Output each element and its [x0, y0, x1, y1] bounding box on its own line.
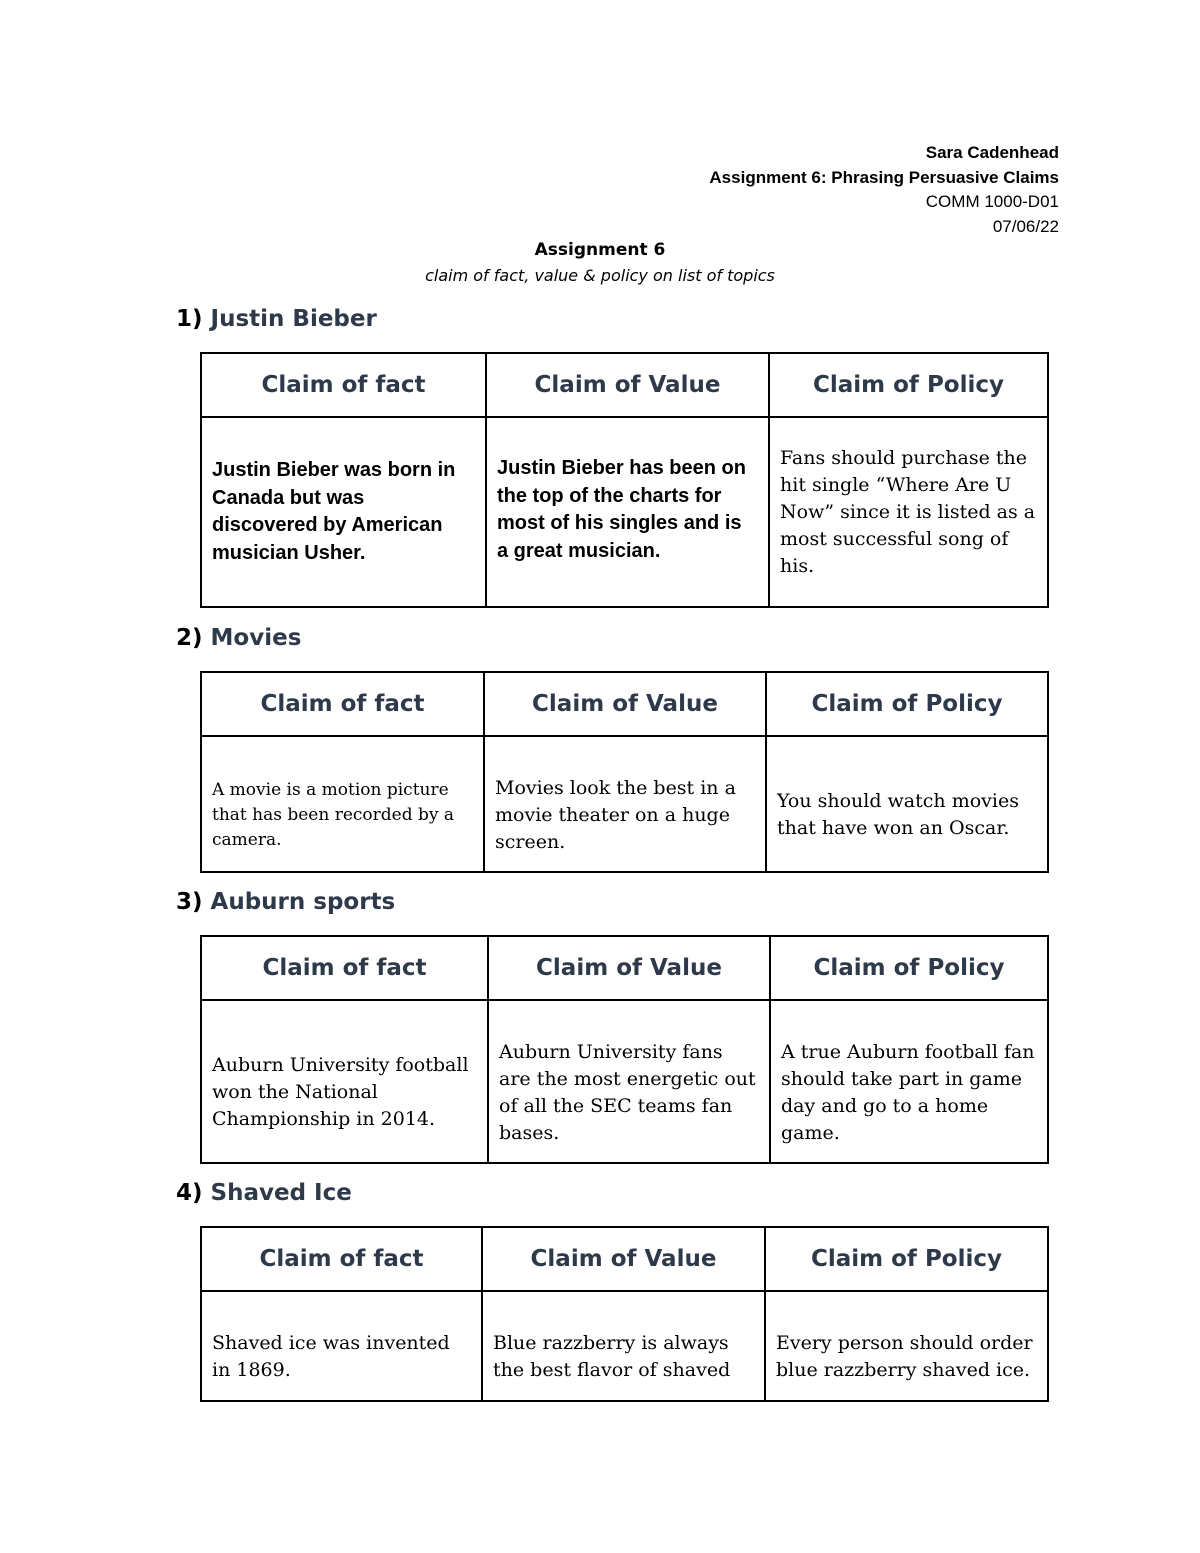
claims-table-2: [200, 671, 1049, 873]
header-claim-of-value: Claim of Value: [484, 672, 766, 736]
claims-table-1: [200, 352, 1049, 608]
section-heading-1: [176, 306, 377, 332]
header-claim-of-fact: Claim of fact: [201, 1227, 482, 1291]
policy-cell: Fans should purchase the hit single “Where Are U Now” since it is listed as a most successful song of his.: [769, 417, 1048, 607]
section-number: 1): [176, 306, 203, 332]
policy-cell: You should watch movies that have won an Oscar.: [766, 736, 1048, 872]
value-cell: Blue razzberry is always the best flavor of shaved: [482, 1291, 765, 1401]
page-subtitle: claim of fact, value & policy on list of topics: [425, 266, 775, 285]
section-topic: Auburn sports: [210, 889, 396, 915]
header-claim-of-policy: Claim of Policy: [770, 936, 1048, 1000]
date: 07/06/22: [992, 216, 1059, 236]
fact-cell: Justin Bieber was born in Canada but was discovered by American musician Usher.: [201, 417, 486, 607]
section-heading-2: [176, 625, 301, 651]
section-number: 3): [176, 889, 203, 915]
value-cell: Auburn University fans are the most energetic out of all the SEC teams fan bases.: [488, 1000, 770, 1163]
header-claim-of-value: Claim of Value: [488, 936, 770, 1000]
page-title: Assignment 6: [534, 240, 666, 260]
section-topic: Justin Bieber: [210, 306, 377, 332]
fact-cell: Shaved ice was invented in 1869.: [201, 1291, 482, 1401]
value-cell: Movies look the best in a movie theater on a huge screen.: [484, 736, 766, 872]
header-claim-of-fact: Claim of fact: [201, 353, 486, 417]
header-claim-of-policy: Claim of Policy: [769, 353, 1048, 417]
section-heading-4: [176, 1180, 352, 1206]
section-topic: Movies: [210, 625, 302, 651]
section-heading-3: [176, 889, 395, 915]
fact-cell: A movie is a motion picture that has been recorded by a camera.: [201, 736, 484, 872]
course-code: COMM 1000-D01: [925, 192, 1059, 211]
header-claim-of-policy: Claim of Policy: [765, 1227, 1048, 1291]
author-header: [709, 141, 1059, 239]
section-number: 2): [176, 625, 203, 651]
header-claim-of-policy: Claim of Policy: [766, 672, 1048, 736]
header-claim-of-value: Claim of Value: [482, 1227, 765, 1291]
author-name: Sara Cadenhead: [925, 143, 1059, 162]
header-claim-of-value: Claim of Value: [486, 353, 769, 417]
assignment-name: Assignment 6: Phrasing Persuasive Claims: [709, 167, 1059, 187]
header-claim-of-fact: Claim of fact: [201, 936, 488, 1000]
value-cell: Justin Bieber has been on the top of the charts for most of his singles and is a great musician.: [486, 417, 769, 607]
claims-table-4: [200, 1226, 1049, 1402]
policy-cell: A true Auburn football fan should take part in game day and go to a home game.: [770, 1000, 1048, 1163]
policy-cell: Every person should order blue razzberry shaved ice.: [765, 1291, 1048, 1401]
claims-table-3: [200, 935, 1049, 1164]
fact-cell: Auburn University football won the National Championship in 2014.: [201, 1000, 488, 1163]
header-claim-of-fact: Claim of fact: [201, 672, 484, 736]
section-topic: Shaved Ice: [210, 1180, 352, 1206]
section-number: 4): [176, 1180, 203, 1206]
